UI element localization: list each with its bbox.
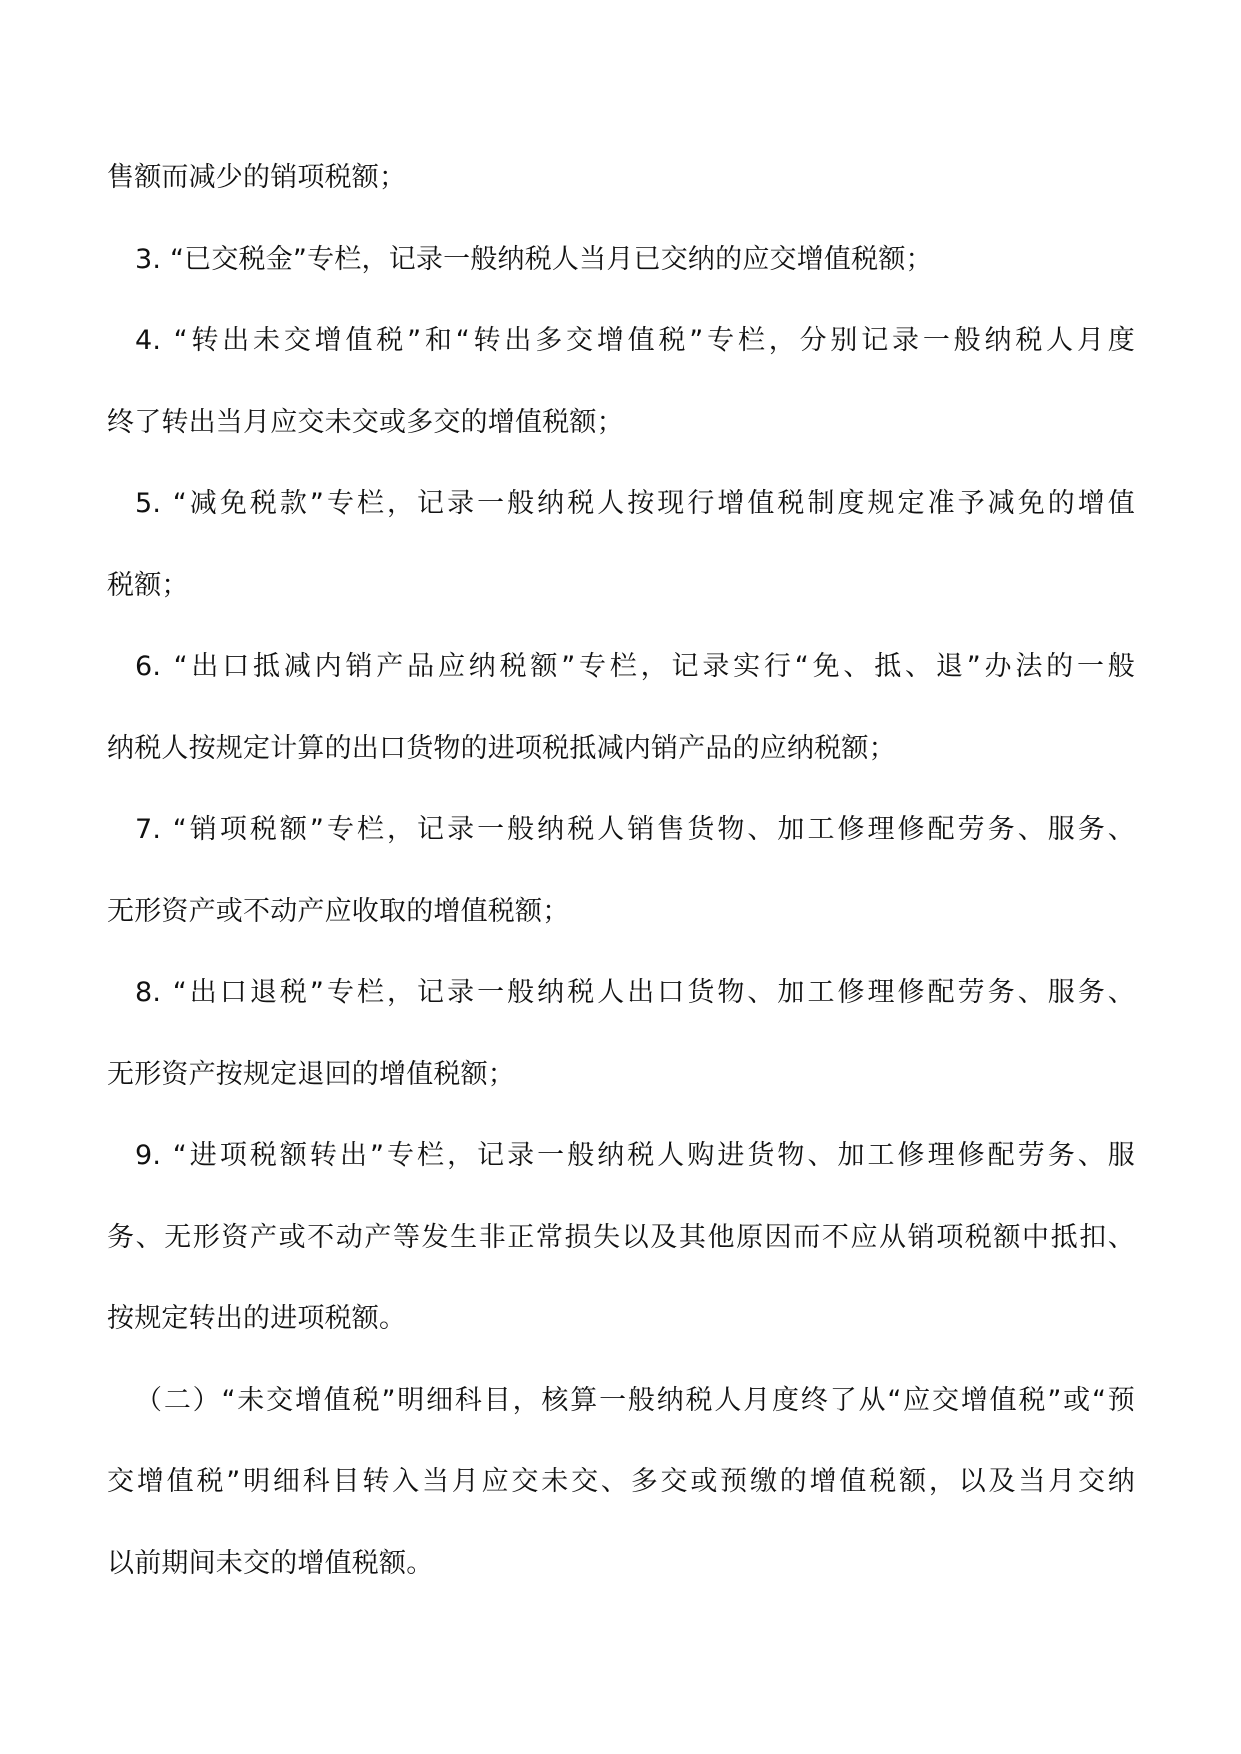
text-line-9: 7. “销项税额”专栏，记录一般纳税人销售货物、加工修理修配劳务、服务、 xyxy=(135,814,1135,845)
text-line-1: 售额而减少的销项税额； xyxy=(107,162,407,193)
text-line-11: 8. “出口退税”专栏，记录一般纳税人出口货物、加工修理修配劳务、服务、 xyxy=(135,977,1135,1008)
text-line-6: 税额； xyxy=(107,569,189,601)
text-line-2: 3. “已交税金”专栏，记录一般纳税人当月已交纳的应交增值税额； xyxy=(135,243,933,275)
document-body xyxy=(107,163,1135,1630)
text-line-4: 终了转出当月应交未交或多交的增值税额； xyxy=(107,406,624,438)
text-line-10: 无形资产或不动产应收取的增值税额； xyxy=(107,895,570,927)
text-line-12: 无形资产按规定退回的增值税额； xyxy=(107,1058,515,1090)
text-line-13: 9. “进项税额转出”专栏，记录一般纳税人购进货物、加工修理修配劳务、服 xyxy=(135,1140,1135,1171)
text-line-18: 以前期间未交的增值税额。 xyxy=(107,1547,434,1579)
text-line-8: 纳税人按规定计算的出口货物的进项税抵减内销产品的应纳税额； xyxy=(107,732,896,764)
text-line-16: （二）“未交增值税”明细科目，核算一般纳税人月度终了从“应交增值税”或“预 xyxy=(135,1384,1135,1416)
text-line-14: 务、无形资产或不动产等发生非正常损失以及其他原因而不应从销项税额中抵扣、 xyxy=(107,1221,1135,1253)
text-line-7: 6. “出口抵减内销产品应纳税额”专栏，记录实行“免、抵、退”办法的一般 xyxy=(135,651,1135,682)
text-line-15: 按规定转出的进项税额。 xyxy=(107,1303,407,1334)
text-line-17: 交增值税”明细科目转入当月应交未交、多交或预缴的增值税额，以及当月交纳 xyxy=(107,1466,1135,1497)
text-line-3: 4. “转出未交增值税”和“转出多交增值税”专栏，分别记录一般纳税人月度 xyxy=(135,325,1135,356)
text-line-5: 5. “减免税款”专栏，记录一般纳税人按现行增值税制度规定准予减免的增值 xyxy=(135,488,1135,519)
